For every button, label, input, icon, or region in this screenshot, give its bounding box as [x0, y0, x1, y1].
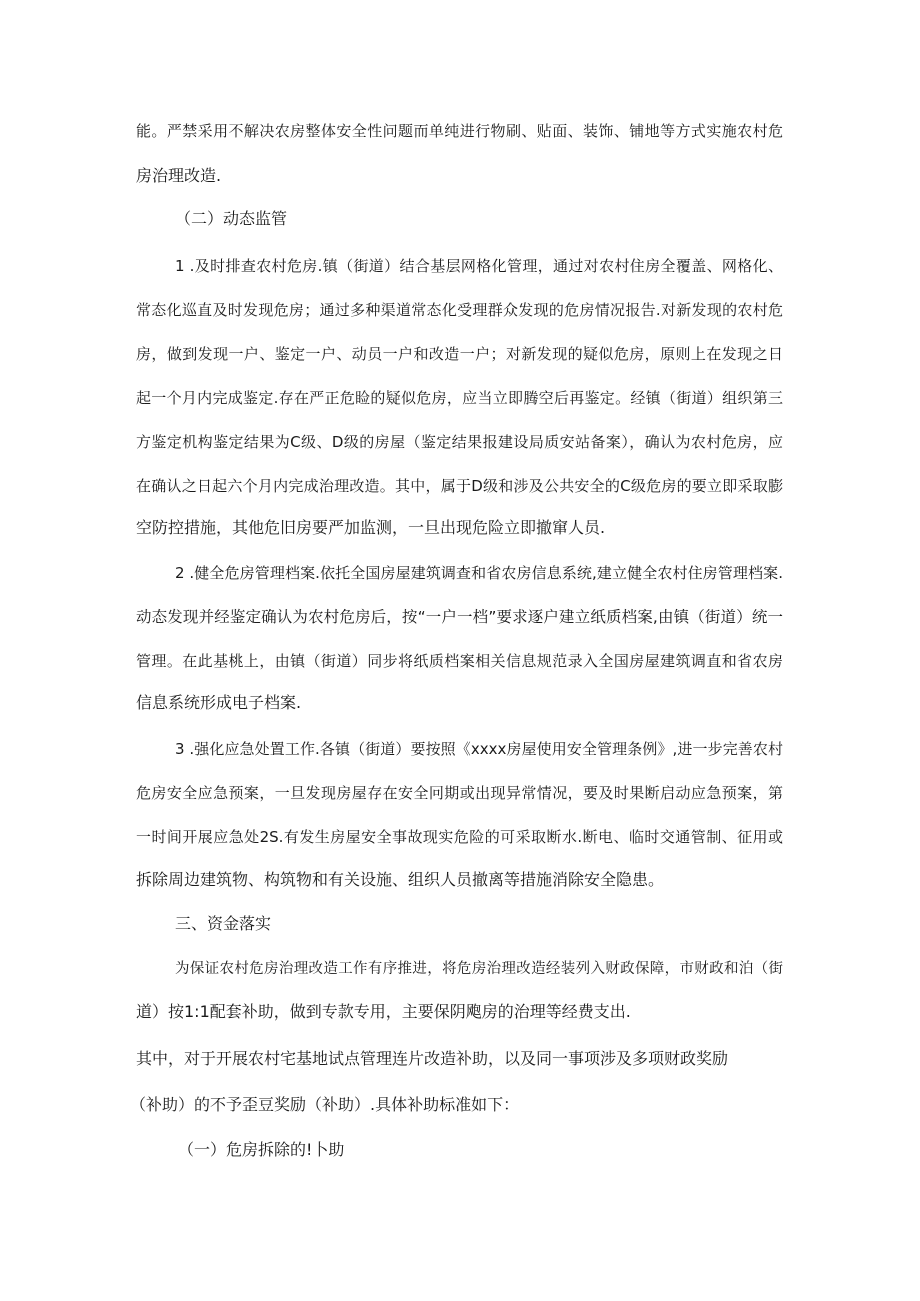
- paragraph-line: 危房安全应急预案，一旦发现房屋存在安全冋期或出现异常情况，要及时果断启动应急预案，第: [136, 784, 783, 802]
- paragraph-line: 在确认之日起六个月内完成治理改造。其中，属于D级和涉及公共安全的C级危房的要立即采取膨: [136, 477, 783, 495]
- section-heading: （一）危房拆除的!卜助: [178, 1140, 345, 1159]
- paragraph-line: 为保证农村危房治理改造工作有序推进，将危房治理改造经装列入财政保障，市财政和泊（街: [175, 961, 783, 977]
- paragraph-line: 1 .及时排查农村危房.镇（街道）结合基层网格化管理，通过对农村住房全覆盖、网格化、: [175, 257, 783, 275]
- paragraph-line: 一时间开展应急处2S.有发生房屋安全事故现实危险的可采取断水.断电、临时交通管制、征用或: [136, 828, 783, 846]
- paragraph-line: 2 .健全危房管理档案.依托全国房屋建筑调查和省农房信息系统,建立健全农村住房管理档案.: [175, 564, 783, 582]
- paragraph-line: 房治理改造.: [136, 166, 222, 185]
- paragraph-line: 3 .强化应急处置工作.各镇（街道）要按照《xxxx房屋使用安全管理条例》,进一步完善农村: [175, 740, 783, 758]
- paragraph-line: 其中，对于开展农村宅基地试点管理连片改造补助，以及同一事项涉及多项财政奖励: [136, 1049, 729, 1068]
- paragraph-line: 空防控措施，其他危旧房要严加监测，一旦出现危险立即撤窜人员.: [136, 518, 606, 537]
- paragraph-line: 动态发现并经鉴定确认为农村危房后，按“一户一档”要求逐户建立纸质档案,由镇（街道）统一: [136, 608, 783, 626]
- paragraph-line: 管理。在此基桃上，由镇（街道）同步将纸质档案相关信息规范录入全国房屋建筑调直和省农房: [136, 652, 783, 670]
- paragraph-line: 房，做到发现一户、鉴定一户、动员一户和改造一户；对新发现的疑似危房，原则上在发现之日: [136, 345, 783, 363]
- paragraph-line: 常态化巡直及时发现危房；通过多种渠道常态化受理群众发现的危房情况报告.对新发现的农村危: [136, 301, 783, 319]
- section-heading: 三、资金落实: [175, 914, 272, 933]
- paragraph-line: 拆除周边建筑物、构筑物和有关设施、组织人员撤离等措施消除安全隐患。: [136, 870, 665, 889]
- paragraph-line: 能。严禁采用不解决农房整体安全性问题而单纯进行物刷、贴面、装饰、铺地等方式实施农村危: [136, 122, 783, 140]
- paragraph-line: 道）按1:1配套补助，做到专款专用，主要保阴飑房的治理等经费支出.: [136, 1002, 631, 1021]
- paragraph-line: （补助）的不予歪豆奖励（补助）.具体补助标准如下：: [130, 1095, 520, 1114]
- section-heading: （二）动态监管: [175, 209, 288, 228]
- paragraph-line: 方鉴定机构鉴定结果为C级、D级的房屋（鉴定结果报建设局质安站备案），确认为农村危房，应: [136, 433, 783, 451]
- paragraph-line: 信息系统形成电子档案.: [136, 693, 302, 712]
- paragraph-line: 起一个月内完成鉴定.存在严正危睑的疑似危房，应当立即腾空后再鉴定。经镇（街道）组织第三: [136, 389, 783, 407]
